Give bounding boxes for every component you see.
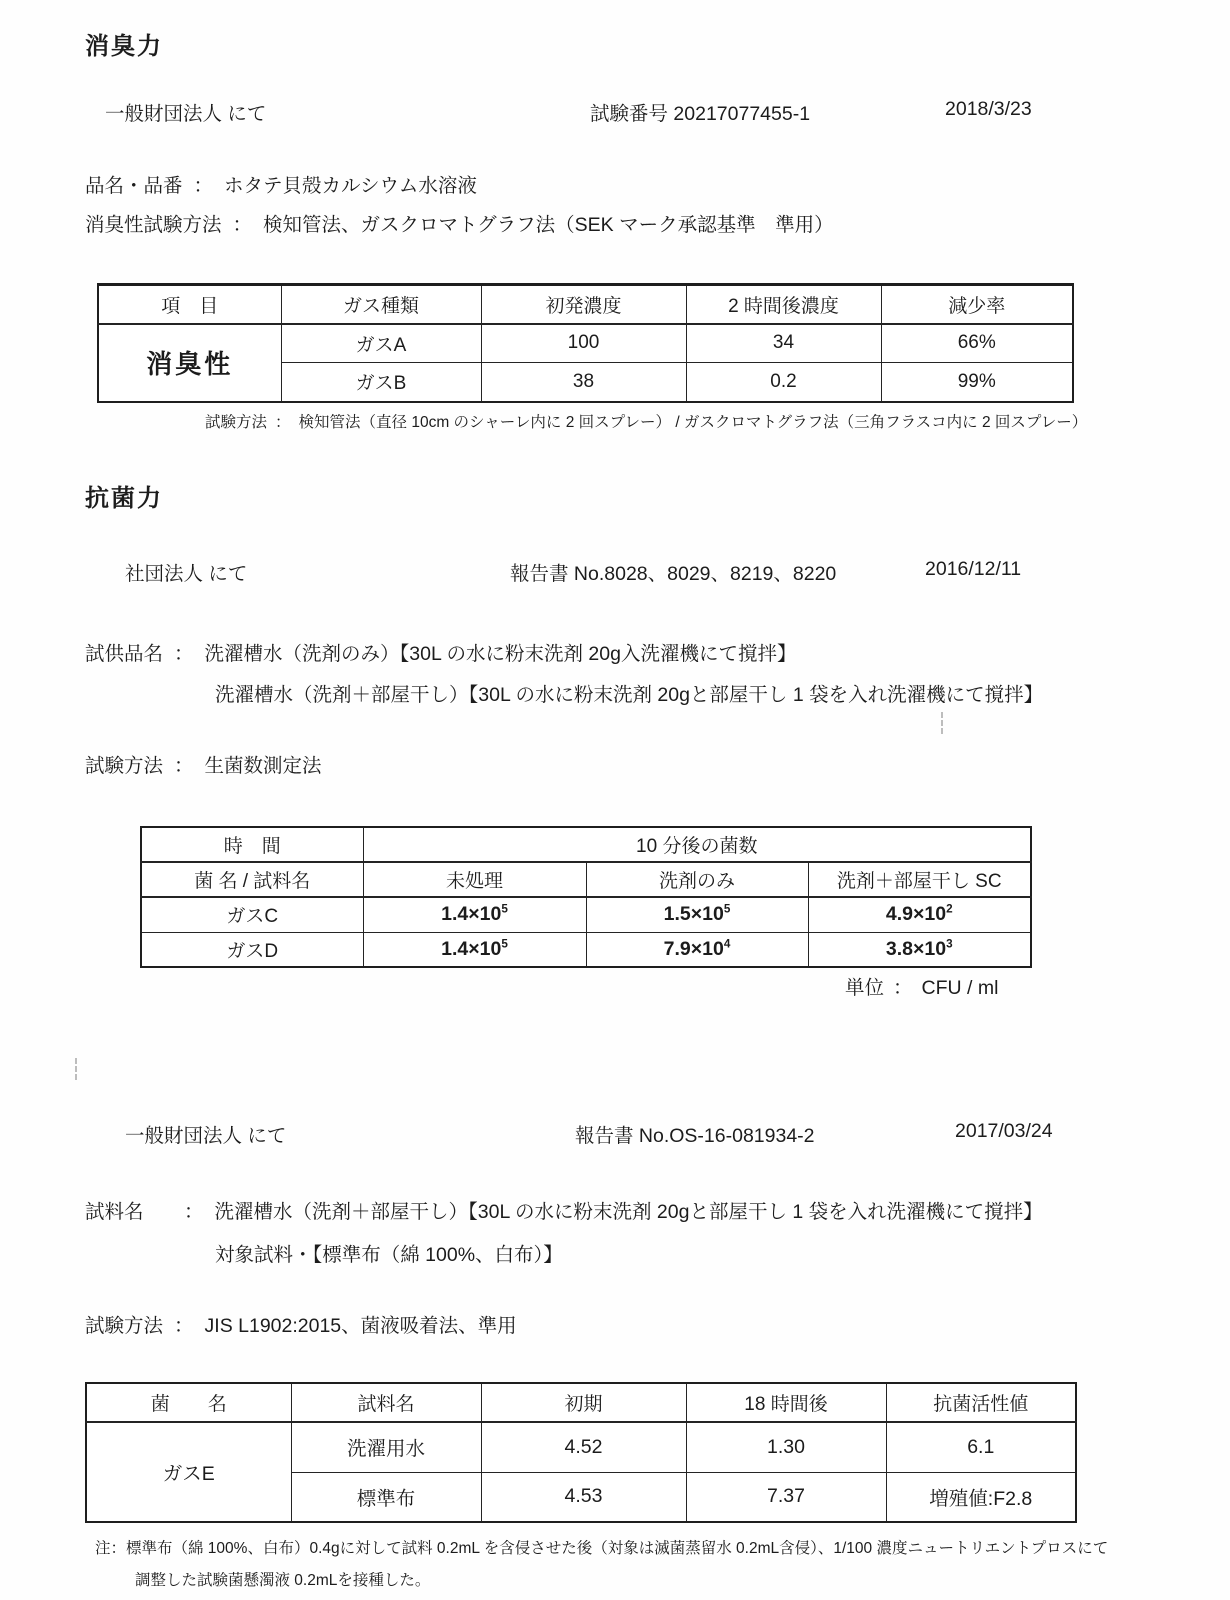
count-exponent: 5 xyxy=(501,937,508,951)
count-exponent: 5 xyxy=(501,902,508,916)
cell-gas-name: ガスA xyxy=(281,324,481,363)
field-label: 消臭性試験方法 xyxy=(85,214,222,236)
cell-count xyxy=(586,932,808,967)
field-separator: ： xyxy=(174,643,194,665)
field-separator: ： xyxy=(184,1201,204,1223)
test-number: 試験番号 20217077455-1 xyxy=(590,103,811,125)
field-separator: ： xyxy=(174,1315,194,1337)
table-row xyxy=(141,932,1031,967)
count-exponent: 5 xyxy=(723,902,731,916)
count-base: 1.5×10 xyxy=(663,903,724,926)
cell-initial: 100 xyxy=(481,324,686,363)
jis-method-line xyxy=(85,1310,517,1338)
header-count-after-10min: 10 分後の菌数 xyxy=(363,827,1031,862)
table-header-row xyxy=(98,285,1073,324)
test-sample-line-2: 洗濯槽水（洗剤＋部屋干し）【30L の水に粉末洗剤 20gと部屋干し 1 袋を入れ洗濯機にて撹拌】 xyxy=(215,684,1044,706)
antibacterial-activity-table xyxy=(85,1382,1077,1523)
test-sample-line-1 xyxy=(85,638,796,666)
count-exponent: 2 xyxy=(946,902,953,916)
field-label: 試供品名 xyxy=(85,643,164,665)
group-cell-deodorization: 消臭性 xyxy=(98,324,281,402)
field-label: 品名・品番 xyxy=(85,175,183,197)
report-date: 2018/3/23 xyxy=(945,98,1032,120)
sample-name-line-2: 対象試料・【標準布（綿 100%、白布）】 xyxy=(215,1244,563,1266)
table-row xyxy=(98,324,1073,363)
scan-artifact xyxy=(75,1058,77,1080)
table-header-row xyxy=(86,1383,1076,1422)
field-label: 試験方法 xyxy=(85,755,164,777)
cell-growth-value: 増殖値:F2.8 xyxy=(886,1472,1076,1522)
antibacterial-method-line xyxy=(85,750,322,778)
note-label: 試験方法 xyxy=(205,414,268,431)
field-value: 検知管法、ガスクロマトグラフ法（SEK マーク承認基準 準用） xyxy=(263,214,834,236)
unit-value: CFU / ml xyxy=(921,977,999,999)
field-separator: ： xyxy=(174,755,194,777)
field-value: ホタテ貝殻カルシウム水溶液 xyxy=(224,175,477,197)
cell-after18h: 1.30 xyxy=(686,1422,886,1472)
group-cell-gas-e: ガスE xyxy=(86,1422,291,1522)
field-separator: ： xyxy=(232,214,253,236)
footnote-line-2: 調整した試験菌懸濁液 0.2mLを接種した。 xyxy=(135,1572,431,1589)
header-initial-concentration: 初発濃度 xyxy=(481,285,686,324)
cell-after2h: 34 xyxy=(686,324,881,363)
cell-initial: 4.52 xyxy=(481,1422,686,1472)
cell-reduction: 66% xyxy=(881,324,1073,363)
header-item: 項 目 xyxy=(98,285,281,324)
field-label: 試料名 xyxy=(85,1201,144,1223)
header-gas-type: ガス種類 xyxy=(281,285,481,324)
note-separator: ： xyxy=(275,414,291,431)
organization-name: 社団法人 にて xyxy=(125,563,248,585)
header-reduction-rate: 減少率 xyxy=(881,285,1073,324)
organization-name: 一般財団法人 にて xyxy=(125,1125,287,1147)
cell-count xyxy=(363,897,586,932)
report-date: 2016/12/11 xyxy=(925,558,1022,580)
field-value: 洗濯槽水（洗剤＋部屋干し）【30L の水に粉末洗剤 20gと部屋干し 1 袋を入れ洗濯機にて撹拌】 xyxy=(214,1201,1043,1223)
cell-reduction: 99% xyxy=(881,363,1073,402)
field-label: 試験方法 xyxy=(85,1315,164,1337)
unit-line xyxy=(845,972,998,1000)
header-after-2h-concentration: 2 時間後濃度 xyxy=(686,285,881,324)
footnote-line-1: 注：標準布（綿 100%、白布）0.4gに対して試料 0.2mL を含侵させた後（対象は滅菌蒸留水 0.2mL含侵）、1/100 濃度ニュートリエントプロスにて xyxy=(95,1540,1109,1557)
report-number: 報告書 No.8028、8029、8219、8220 xyxy=(510,563,837,585)
cell-after18h: 7.37 xyxy=(686,1472,886,1522)
sample-name-line-1 xyxy=(85,1196,1043,1224)
cell-after2h: 0.2 xyxy=(686,363,881,402)
header-activity-value: 抗菌活性値 xyxy=(886,1383,1076,1422)
unit-separator: ： xyxy=(893,977,913,999)
cell-initial: 4.53 xyxy=(481,1472,686,1522)
header-bacteria-name: 菌 名 xyxy=(86,1383,291,1422)
header-after-18h: 18 時間後 xyxy=(686,1383,886,1422)
header-detergent-only: 洗剤のみ xyxy=(586,862,808,897)
deodorizing-result-table xyxy=(97,283,1074,403)
table-row xyxy=(86,1422,1076,1472)
count-base: 1.4×10 xyxy=(441,903,502,926)
header-sample-name: 試料名 xyxy=(291,1383,481,1422)
count-base: 7.9×10 xyxy=(663,937,724,960)
cell-activity: 6.1 xyxy=(886,1422,1076,1472)
table-header-row-time xyxy=(141,827,1031,862)
count-base: 3.8×10 xyxy=(885,937,947,960)
table-header-row-samples xyxy=(141,862,1031,897)
note-value: 検知管法（直径 10cm のシャーレ内に 2 回スプレー） / ガスクロマトグラフ法（三角フラスコ内に 2 回スプレー） xyxy=(298,414,1088,431)
section-title-antibacterial: 抗菌力 xyxy=(85,485,163,512)
cell-gas-name: ガスC xyxy=(141,897,363,932)
header-time: 時 間 xyxy=(141,827,363,862)
bacteria-count-table xyxy=(140,826,1032,968)
deodorizing-method-line xyxy=(85,209,834,237)
header-initial: 初期 xyxy=(481,1383,686,1422)
field-value: JIS L1902:2015、菌液吸着法、準用 xyxy=(204,1315,517,1337)
count-exponent: 4 xyxy=(723,937,731,951)
section-title-deodorizing: 消臭力 xyxy=(85,33,163,60)
cell-initial: 38 xyxy=(481,363,686,402)
header-detergent-plus-sc: 洗剤＋部屋干し SC xyxy=(808,862,1031,897)
cell-sample: 標準布 xyxy=(291,1472,481,1522)
field-separator: ： xyxy=(193,175,214,197)
cell-count xyxy=(808,897,1031,932)
scan-artifact xyxy=(941,712,943,734)
unit-label: 単位 xyxy=(845,977,885,999)
report-date: 2017/03/24 xyxy=(955,1120,1053,1142)
cell-count xyxy=(363,932,586,967)
table-method-note xyxy=(205,410,1087,432)
report-number: 報告書 No.OS-16-081934-2 xyxy=(575,1125,815,1147)
cell-gas-name: ガスB xyxy=(281,363,481,402)
field-value: 生菌数測定法 xyxy=(204,755,322,777)
cell-sample: 洗濯用水 xyxy=(291,1422,481,1472)
field-value: 洗濯槽水（洗剤のみ）【30L の水に粉末洗剤 20g入洗濯機にて撹拌】 xyxy=(204,643,797,665)
count-base: 1.4×10 xyxy=(441,937,502,960)
cell-count xyxy=(586,897,808,932)
header-untreated: 未処理 xyxy=(363,862,586,897)
count-exponent: 3 xyxy=(946,937,953,951)
table-row xyxy=(141,897,1031,932)
organization-name: 一般財団法人 にて xyxy=(105,103,267,125)
header-bacteria-sample: 菌 名 / 試料名 xyxy=(141,862,363,897)
cell-count xyxy=(808,932,1031,967)
product-name-line xyxy=(85,170,477,198)
cell-gas-name: ガスD xyxy=(141,932,363,967)
count-base: 4.9×10 xyxy=(885,903,947,926)
